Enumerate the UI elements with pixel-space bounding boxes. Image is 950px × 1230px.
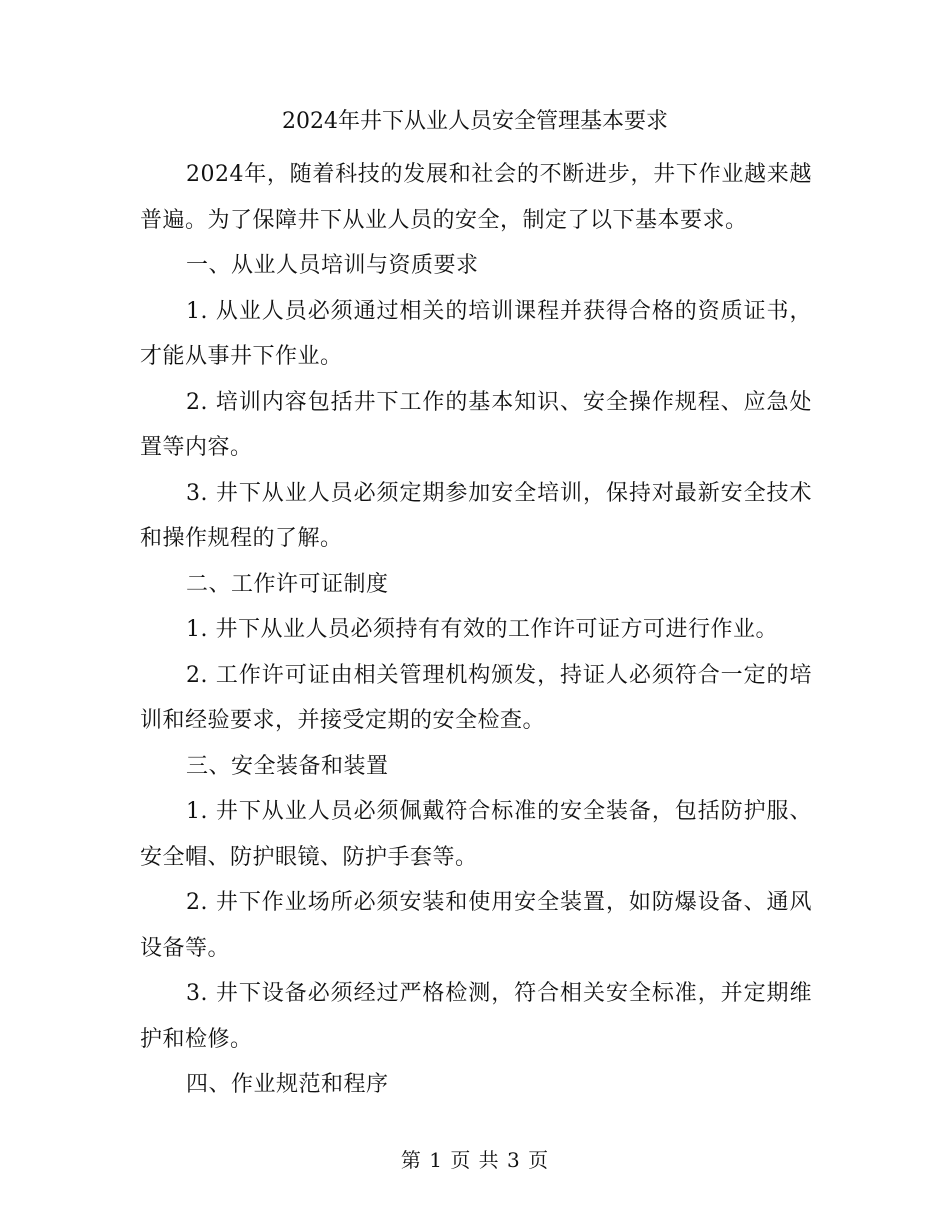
list-item: 1. 从业人员必须通过相关的培训课程并获得合格的资质证书，才能从事井下作业。 [140,298,812,369]
section-heading-1: 一、从业人员培训与资质要求 [186,253,479,278]
list-item: 1. 井下从业人员必须佩戴符合标准的安全装备，包括防护服、安全帽、防护眼镜、防护手套等。 [140,799,812,870]
section-heading-2: 二、工作许可证制度 [186,571,389,597]
list-item: 2. 培训内容包括井下工作的基本知识、安全操作规程、应急处置等内容。 [140,389,812,460]
list-item: 2. 井下作业场所必须安装和使用安全装置，如防爆设备、通风设备等。 [140,890,812,961]
list-item: 3. 井下从业人员必须定期参加安全培训，保持对最新安全技术和操作规程的了解。 [140,480,812,551]
page-number-footer: 第 1 页 共 3 页 [400,1148,550,1172]
list-item: 3. 井下设备必须经过严格检测，符合相关安全标准，并定期维护和检修。 [140,981,812,1052]
document-body [140,152,812,1108]
list-item: 1. 井下从业人员必须持有有效的工作许可证方可进行作业。 [186,617,778,642]
section-heading-3: 三、安全装备和装置 [186,753,389,779]
document-title: 2024年井下从业人员安全管理基本要求 [282,109,668,134]
intro-paragraph: 2024年，随着科技的发展和社会的不断进步，井下作业越来越普遍。为了保障井下从业人员的安全，制定了以下基本要求。 [140,162,812,233]
section-heading-4: 四、作业规范和程序 [186,1072,389,1097]
list-item: 2. 工作许可证由相关管理机构颁发，持证人必须符合一定的培训和经验要求，并接受定期的安全检查。 [140,662,812,733]
